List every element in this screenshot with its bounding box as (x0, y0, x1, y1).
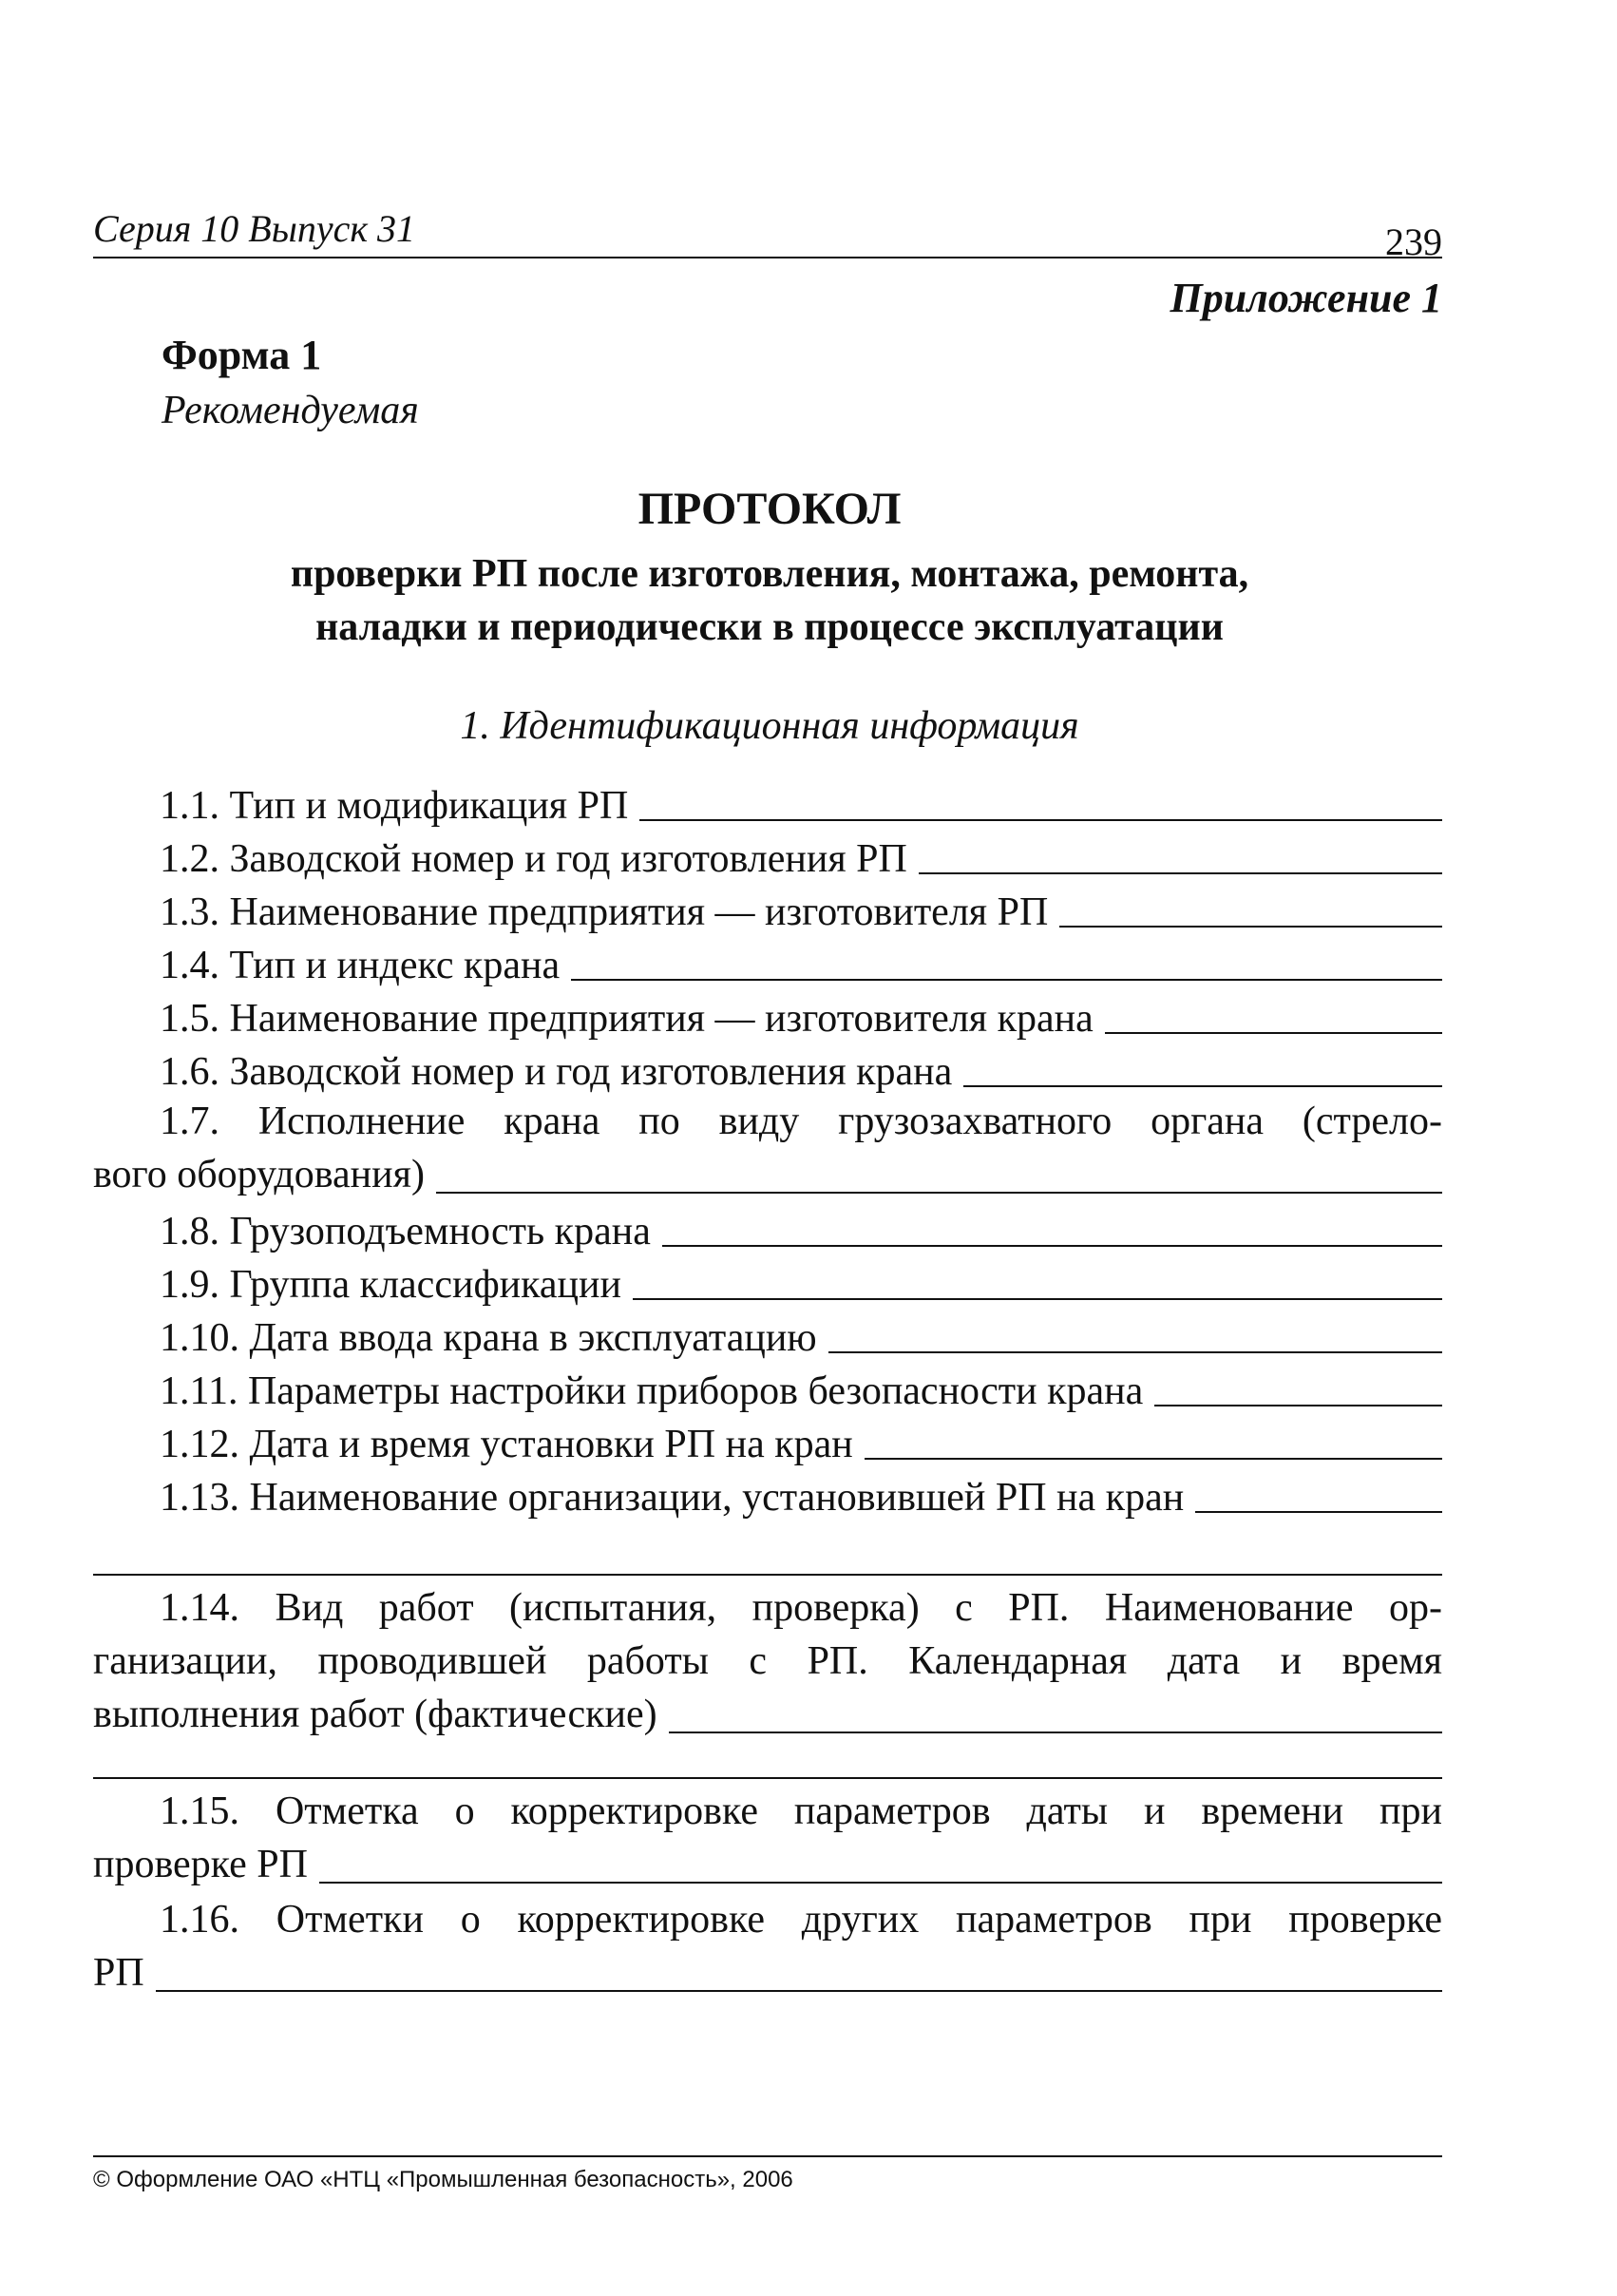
item-1-4-blank[interactable] (571, 977, 1442, 981)
item-1-11 (160, 1361, 1442, 1414)
item-1-15 (93, 1785, 1442, 1891)
series-label: Серия 10 Выпуск 31 (93, 207, 416, 250)
item-1-4 (160, 935, 1442, 988)
item-1-6-label: 1.6. Заводской номер и год изготовления крана (160, 1050, 953, 1094)
protocol-subtitle-line-2: наладки и периодически в процессе эксплуатации (315, 605, 1224, 649)
item-1-14 (93, 1581, 1442, 1741)
item-1-3 (160, 882, 1442, 935)
item-1-12 (160, 1414, 1442, 1467)
item-1-4-label: 1.4. Тип и индекс крана (160, 944, 561, 987)
item-1-14-blank[interactable] (669, 1730, 1442, 1733)
form-title: Форма 1 (162, 332, 322, 378)
item-1-6-blank[interactable] (963, 1083, 1442, 1087)
item-1-16-blank[interactable] (156, 1988, 1442, 1992)
item-1-10 (160, 1308, 1442, 1361)
section-title: 1. Идентификационная информация (460, 704, 1079, 748)
protocol-title: ПРОТОКОЛ (637, 484, 902, 534)
item-1-5 (160, 988, 1442, 1042)
item-1-15-line-1: 1.15. Отметка о корректировке параметров даты и времени при (160, 1789, 1442, 1833)
item-1-3-label: 1.3. Наименование предприятия — изготовителя РП (160, 890, 1049, 934)
item-1-7-line-1: 1.7. Исполнение крана по виду грузозахватного органа (стрело- (160, 1100, 1442, 1143)
item-1-10-label: 1.10. Дата ввода крана в эксплуатацию (160, 1316, 817, 1360)
item-1-16 (93, 1893, 1442, 1999)
item-1-14-line-1: 1.14. Вид работ (испытания, проверка) с РП. Наименование ор- (160, 1586, 1442, 1630)
item-1-16-line-1: 1.16. Отметки о корректировке других параметров при проверке (160, 1898, 1442, 1942)
item-1-13-continuation-blank[interactable] (93, 1574, 1442, 1576)
item-1-9-label: 1.9. Группа классификации (160, 1263, 621, 1307)
footer-rule (93, 2155, 1442, 2157)
item-1-8-label: 1.8. Грузоподъемность крана (160, 1210, 651, 1253)
running-header (93, 198, 1442, 263)
item-1-13-blank[interactable] (1195, 1509, 1442, 1513)
item-1-1-label: 1.1. Тип и модификация РП (160, 784, 629, 828)
item-1-9-blank[interactable] (633, 1296, 1442, 1300)
item-1-14-line-2: ганизации, проводившей работы с РП. Календарная дата и время (93, 1639, 1442, 1683)
item-1-14-line-3: выполнения работ (фактические) (93, 1693, 657, 1736)
protocol-subtitle-line-1: проверки РП после изготовления, монтажа, ремонта, (290, 552, 1249, 596)
item-1-11-blank[interactable] (1154, 1403, 1442, 1406)
item-1-6 (160, 1042, 1442, 1095)
item-1-12-blank[interactable] (865, 1456, 1442, 1460)
item-1-3-blank[interactable] (1059, 924, 1442, 928)
item-1-2-label: 1.2. Заводской номер и год изготовления РП (160, 837, 907, 881)
footer-copyright: © Оформление ОАО «НТЦ «Промышленная безопасность», 2006 (93, 2167, 793, 2192)
item-1-16-line-2: РП (93, 1951, 144, 1995)
item-1-1 (160, 775, 1442, 829)
item-1-14-continuation-blank[interactable] (93, 1777, 1442, 1779)
item-1-8 (160, 1201, 1442, 1254)
item-1-15-blank[interactable] (319, 1880, 1442, 1884)
page-number: 239 (1385, 220, 1442, 263)
appendix-label: Приложение 1 (1170, 275, 1442, 321)
item-1-1-blank[interactable] (639, 817, 1442, 821)
item-1-9 (160, 1254, 1442, 1308)
item-1-7-blank[interactable] (436, 1190, 1442, 1194)
item-1-15-line-2: проверке РП (93, 1843, 308, 1886)
item-1-7-line-2: вого оборудования) (93, 1153, 425, 1196)
form-subtitle: Рекомендуемая (162, 389, 419, 432)
item-1-7 (93, 1095, 1442, 1201)
item-1-11-label: 1.11. Параметры настройки приборов безопасности крана (160, 1369, 1144, 1413)
item-1-13 (160, 1467, 1442, 1521)
item-1-13-label: 1.13. Наименование организации, установившей РП на кран (160, 1476, 1185, 1520)
item-1-12-label: 1.12. Дата и время установки РП на кран (160, 1423, 853, 1466)
item-1-5-blank[interactable] (1105, 1030, 1442, 1034)
item-1-10-blank[interactable] (828, 1349, 1442, 1353)
item-1-5-label: 1.5. Наименование предприятия — изготовителя крана (160, 997, 1094, 1041)
item-1-2 (160, 829, 1442, 882)
item-1-2-blank[interactable] (919, 871, 1442, 874)
item-1-8-blank[interactable] (662, 1243, 1442, 1247)
